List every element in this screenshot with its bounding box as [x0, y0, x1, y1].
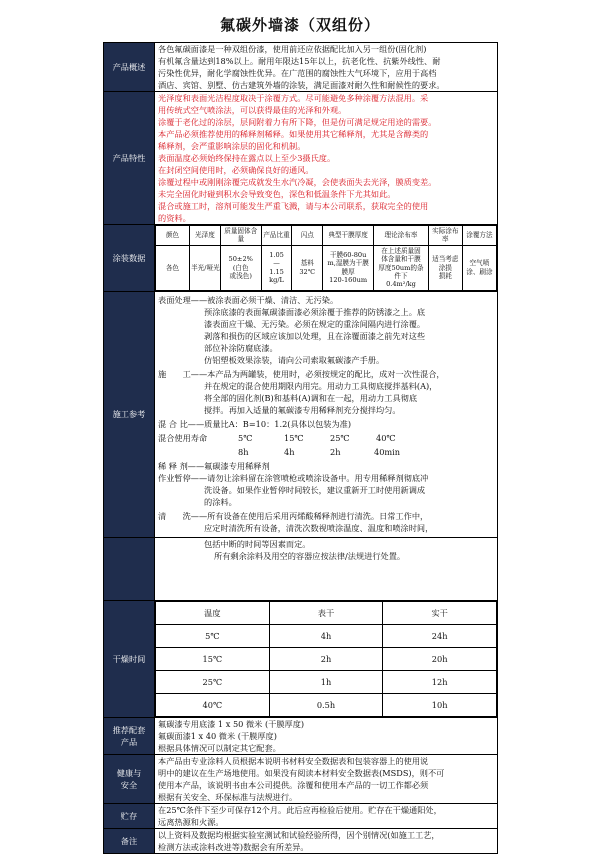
text-line: 污染性优异，耐化学腐蚀性优异。在广范围的腐蚀性大气环境下，应用于高档 — [158, 68, 437, 78]
header-cell: 质量固体含量 — [220, 226, 261, 246]
text-line: 剥落和损伤的区域应该加以处理，且在涂覆面漆之前先对这些 — [204, 330, 426, 341]
text-line: 表面温度必须始终保持在露点以上至少3摄氏度。 — [158, 153, 336, 163]
text-line: 所有剩余涂料及用空的容器应按法律/法规进行处置。 — [214, 550, 406, 561]
text-line: 洗设备。如果作业暂停时间较长，建议重新开工时使用新调成 — [204, 484, 426, 495]
safety-content — [155, 754, 498, 803]
text-line: 酒店、宾馆、别墅、仿古建筑外墙的涂装，满足面漆对耐久性和耐候性的要求。 — [158, 80, 445, 90]
value-cell: 在上述质量固 体含量和干膜 厚度50um的条 件下 0.4m²/kg — [374, 245, 429, 290]
matching-row — [104, 717, 498, 754]
drying-content — [155, 600, 498, 717]
drying-header-row — [156, 601, 497, 624]
safety-label — [104, 754, 155, 803]
storage-content — [155, 803, 498, 828]
text-line: 氟碳漆专用底漆 1 x 50 微米 (干膜厚度) — [158, 718, 305, 729]
coating-header-row — [156, 226, 497, 246]
label-line: 产品 — [120, 736, 138, 747]
value-cell: 12h — [383, 670, 497, 693]
header-cell: 实际涂布率 — [428, 226, 462, 246]
value-cell: 2h — [269, 647, 383, 670]
overview-content — [155, 43, 498, 92]
features-content — [155, 92, 498, 225]
value-cell: 25℃ — [156, 670, 270, 693]
value-cell: 各色 — [156, 245, 190, 290]
text-line: 涂覆过程中或刚刚涂覆完成就发生水汽冷凝，会使表面失去光泽，膜质变差。 — [158, 177, 437, 187]
value-cell: 20h — [383, 647, 497, 670]
overview-label: 产品概述 — [104, 43, 155, 92]
header-cell: 温度 — [156, 601, 270, 624]
pot-life-time: 40min — [374, 446, 401, 457]
header-cell: 产品比重 — [261, 226, 292, 246]
datasheet-table — [103, 42, 498, 854]
value-cell: 干膜60-80u m,湿膜为干膜 膜厚 120-160um — [323, 245, 374, 290]
label-line: 推荐配套 — [112, 724, 146, 735]
coating-label: 涂装数据 — [104, 225, 155, 292]
text-line: 以上资料及数据均根据实验室测试和试验经验所得，因个别情况(如施工工艺， — [158, 829, 440, 840]
text-line: 的资料。 — [158, 213, 191, 223]
features-label: 产品特性 — [104, 92, 155, 225]
drying-data-row — [156, 624, 497, 647]
construction-text-block — [158, 292, 494, 537]
text-line: 各色氟碳面漆是一种双组份漆，使用前还应依据配比加入另一组份(固化剂) — [158, 44, 427, 54]
notes-label: 备注 — [104, 828, 155, 853]
header-cell: 涂覆方法 — [462, 226, 496, 246]
text-line: 混合或施工时，溶剂可能发生严重飞溅，请与本公司联系，获取完全的使用 — [158, 201, 429, 211]
text-line: 远离热源和火源。 — [158, 816, 224, 827]
construction-tail-content — [155, 537, 498, 600]
text-line: 仿铝塑板效果涂装，请向公司索取氟碳漆产手册。 — [204, 354, 385, 365]
value-cell: 5℃ — [156, 624, 270, 647]
label-line: 安全 — [120, 779, 138, 790]
blank-space — [158, 562, 494, 600]
text-line: 在25℃条件下至少可保存12个月。此后应再检验后使用。贮存在干燥通阳处， — [158, 804, 442, 815]
text-line: 清 洗——所有设备在使用后采用丙烯酸稀释剂进行清洗。日常工作中， — [158, 510, 429, 521]
pot-life-time: 4h — [284, 446, 295, 457]
safety-row — [104, 754, 498, 803]
value-cell: 40℃ — [156, 693, 270, 716]
text-line: 包括中断的时间等因素而定。 — [204, 538, 311, 549]
text-line: 检测方法或涂料改进等)数据会有所差异。 — [158, 841, 309, 852]
matching-label — [104, 717, 155, 754]
text-line: 在封闭空间使用时，必须确保良好的通风。 — [158, 165, 314, 175]
construction-content — [155, 291, 498, 537]
value-cell: 0.5h — [269, 693, 383, 716]
text-line: 有机氟含量达到18%以上。耐用年限达15年以上，抗老化性、抗紫外线性、耐 — [158, 56, 441, 66]
text-line: 预涂底漆的表面氟碳漆面漆必须涂覆于推荐的防锈漆之上。底 — [204, 306, 426, 317]
drying-data-row — [156, 647, 497, 670]
value-cell: 1h — [269, 670, 383, 693]
header-cell: 颜色 — [156, 226, 190, 246]
storage-label: 贮存 — [104, 803, 155, 828]
text-line: 根据具体情况可以制定其它配套。 — [158, 742, 281, 753]
value-cell: 50±2% (白色 或浅色) — [220, 245, 261, 290]
construction-row — [104, 291, 498, 537]
document-title: 氟碳外墙漆（双组份） — [219, 16, 380, 34]
header-cell: 光泽度 — [190, 226, 221, 246]
drying-table — [155, 601, 497, 717]
drying-data-row — [156, 670, 497, 693]
drying-label: 干燥时间 — [104, 600, 155, 717]
overview-row — [104, 43, 498, 92]
notes-content — [155, 828, 498, 853]
pot-life-temp: 5℃ — [238, 432, 253, 443]
construction-label: 施工参考 — [104, 291, 155, 537]
text-line: 未完全固化时碰到积水会导致变色，深色和低温条件下尤其如此。 — [158, 189, 396, 199]
text-line: 混 合 比——质量比A：B=10：1.2(具体以包装为准) — [158, 418, 352, 429]
pot-life-temp: 15℃ — [284, 432, 304, 443]
value-cell: 基料 32℃ — [292, 245, 323, 290]
text-line: 稀 释 剂——氟碳漆专用稀释剂 — [158, 460, 270, 471]
label-line: 健康与 — [116, 767, 142, 778]
text-line: 本产品由专业涂料人员根据本说明书材料安全数据表和包装容器上的使用说 — [158, 755, 429, 766]
coating-value-row — [156, 245, 497, 290]
matching-content — [155, 717, 498, 754]
pot-life-time: 2h — [330, 446, 341, 457]
text-line: 使用本产品，该说明书由本公司提供。涂覆和使用本产品的一切工作都必须 — [158, 779, 429, 790]
text-line: 用传统式空气喷涂法，可以获得最佳的光泽和外观。 — [158, 105, 347, 115]
value-cell: 半光/哑光 — [190, 245, 221, 290]
drying-row — [104, 600, 498, 717]
text-line: 明中的建议在生产场地使用。如果没有阅读本材料安全数据表(MSDS)，则不可 — [158, 767, 445, 778]
pot-life-temp: 40℃ — [376, 432, 396, 443]
features-row — [104, 92, 498, 225]
text-line: 将全部的固化剂(B)和基料(A)调和在一起，用动力工具彻底 — [204, 392, 418, 403]
text-line: 漆表面应干燥、无污染。必须在规定的重涂间隔内进行涂覆。 — [204, 318, 426, 329]
value-cell: 15℃ — [156, 647, 270, 670]
text-line: 施 工——本产品为两罐装，使用时，必须按规定的配比，成对一次性混合， — [158, 368, 445, 379]
coating-content — [155, 225, 498, 292]
text-line: 光泽度和表面光洁程度取决于涂覆方式。尽可能避免多种涂覆方法混用。采 — [158, 93, 429, 103]
text-line: 本产品必须推荐使用的稀释剂稀释。如果使用其它稀释剂，尤其是含醇类的 — [158, 129, 429, 139]
header-cell: 理论涂布率 — [374, 226, 429, 246]
text-line: 涂覆于老化过的涂层，层间附着力有所下降，但是仿可满足规定用途的需要。 — [158, 117, 437, 127]
construction-tail-row — [104, 537, 498, 600]
text-line: 部位补涂防腐底漆。 — [204, 342, 278, 353]
value-cell: 空气喷 涂、刷涂 — [462, 245, 496, 290]
value-cell: 4h — [269, 624, 383, 647]
drying-data-row — [156, 693, 497, 716]
header-cell: 实干 — [383, 601, 497, 624]
pot-life-time: 8h — [238, 446, 249, 457]
text-line: 并在规定的混合使用期限内用完。用动力工具彻底搅拌基料(A)， — [204, 380, 438, 391]
text-line: 根据有关安全、环保标准与法规进行。 — [158, 791, 298, 802]
text-line: 稀释剂，会严重影响涂层的固化和机制。 — [158, 141, 306, 151]
text-line: 氟碳面漆1 x 40 微米 (干膜厚度) — [158, 730, 277, 741]
coating-row — [104, 225, 498, 292]
storage-row — [104, 803, 498, 828]
notes-row — [104, 828, 498, 853]
value-cell: 适当考虑 涂损 损耗 — [428, 245, 462, 290]
construction-label-cont — [104, 537, 155, 600]
text-line: 表面处理——被涂表面必须干燥、清洁、无污染。 — [158, 294, 339, 305]
header-cell: 典型干膜厚度 — [323, 226, 374, 246]
text-line: 的涂料。 — [204, 496, 237, 507]
coating-data-table — [155, 225, 497, 291]
value-cell: 10h — [383, 693, 497, 716]
text-line: 应定时清洗所有设备，清洗次数视喷涂温度、温度和喷涂时间， — [204, 522, 434, 533]
header-cell: 闪点 — [292, 226, 323, 246]
text-line: 作业暂停——请勿让涂料留在涂管喷枪或喷涂设备中。用专用稀释剂彻底冲 — [158, 472, 429, 483]
text-line: 搅拌。再加入适量的氟碳漆专用稀释剂充分搅拌均匀。 — [204, 404, 401, 415]
text-line: 混合使用寿命 — [158, 432, 208, 443]
pot-life-temp: 25℃ — [330, 432, 350, 443]
header-cell: 表干 — [269, 601, 383, 624]
value-cell: 1.05 — 1.15 kg/L — [261, 245, 292, 290]
value-cell: 24h — [383, 624, 497, 647]
